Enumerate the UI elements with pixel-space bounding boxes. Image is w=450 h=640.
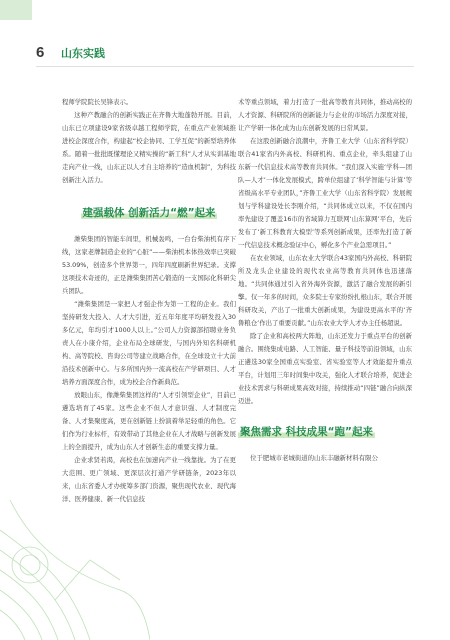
paragraph: 术等重点领域，着力打造了一批高等教育共同体，推动高校的人才资源、科研院所的创新能力与企业的市场活力深度对接，让产学研一体化成为山东创新发展的日常风景。: [238, 98, 412, 132]
section-heading: [238, 424, 412, 440]
left-text-column: [62, 96, 236, 506]
paragraph: 除了企业和高校两大阵地，山东还发力于重点平台的创新融合。围绕集成电路、人工智能、量子科技等前沿领域，山东正遴选30家全国重点实验室、省实验室等人才效能提升重点平台，计划用三年时间集中攻关，强化人才联合培养，促进企业技术需求与科研成果高效对接，持续推动“四链”融合向纵深迈进。: [238, 332, 412, 405]
paragraph: 在农业领域，山东农业大学联合43家国内外高校、科研院所及龙头企业建设的现代农业高等教育共同体也迅速落地。“共同体通过引入省外海外资源，激活了融合发展的新引擎。仅一年多的时间，众多院士专家纷纷扎根山东，联合开展科研攻关，产出了一批重大创新成果，为建设更高水平的‘齐鲁粮仓’作出了重要贡献。”山东农业大学人才办主任杨超说。: [238, 254, 412, 327]
paragraph: 这种产教融合的创新实践正在齐鲁大地蓬勃开展。目前，山东已立项建设9家省级卓越工程师学院，在重点产业领域推进校企深度合作，构建起“校企协同、工学互促”的新型培养体系。随着一批批既懂理论又精实操的“新工科”人才从实训基地走向产业一线，山东正以人才自主培养的“造血机制”，为科技创新注入活力。: [62, 111, 236, 184]
section-title: 山东实践: [61, 47, 105, 60]
header-color-bar: [0, 0, 32, 20]
paragraph: 程师学院院长吴锋表示。: [62, 98, 133, 106]
right-text-column: [238, 96, 412, 465]
header-divider: [36, 66, 414, 67]
heading-text: 建强载体 创新活力“燃”起来: [82, 207, 216, 219]
paragraph: 位于肥城市老城街道的山东丰融新材料有限公: [250, 454, 378, 462]
paragraph: 在这股创新融合浪潮中，齐鲁工业大学（山东省科学院）联合41家省内外高校、科研机构、重点企业，牵头组建了山东新一代信息技术高等教育共同体。“我们深入实施‘学科—团队—人才’一体化发展模式，跨单位组建了‘科学智能与计算’等省级高水平专业团队，”齐鲁工业大学（山东省科学院）发展规划与学科建设处长李刚介绍，“共同体成立以来，不仅在国内率先建设了覆盖16市的省域算力互联网‘山东算网’平台，先后发布了‘新工科教育大模型’等系列创新成果，还率先打造了新一代信息技术概念验证中心，孵化多个产业急需项目。”: [238, 137, 412, 249]
decorative-line-art: [0, 500, 150, 640]
paragraph: “潍柴集团是一家把人才强企作为第一工程的企业。我们坚持研发大投入、人才大引进，近五年年度平均研发投入30多亿元，年均引才1000人以上。”公司人力资源部招聘业务负责人在小康介绍，企业布局全球研发，与国内外知名科研机构、高等院校、咨询公司等建立战略合作，在全球设立十大前沿技术创新中心。与多所国内外一流高校在产学研项目、人才培养方面深度合作，成为校企合作新典范。: [62, 300, 236, 386]
paragraph: 企业求贤若渴，高校也在加速向产业一线靠拢。为了在更大范围、更广领域、更深层次打通产学研链条，2023年以来，山东省委人才办统筹多部门资源，聚焦现代农业、现代海洋、医养健康、新一代信息技: [62, 456, 236, 503]
page-number: 6: [36, 44, 45, 61]
heading-text: 聚焦需求 科技成果“跑”起来: [240, 426, 373, 438]
paragraph: 放眼山东，像潍柴集团这样的“人才引领型企业”，目前已遴选培育了45家。这些企业不但人才意识强、人才制度完备、人才集聚度高，更在创新链上扮演着举足轻重的角色。它们作为行业标杆，有效带动了其他企业在人才战略与创新发展上的全面提升，成为山东人才创新生态的重要支撑力量。: [62, 391, 236, 451]
section-heading: [62, 205, 236, 221]
paragraph: 潍柴集团的智能车间里，机械轰鸣，一台台柴油机有序下线，这家老牌制造企业的“心脏”——柴油机本体热效率已突破53.09%，创造多个世界第一，四年四度刷新世界纪录。支撑这项技术奇迹的，正是潍柴集团苦心锻造的一支国际化科研尖兵团队。: [62, 235, 236, 295]
